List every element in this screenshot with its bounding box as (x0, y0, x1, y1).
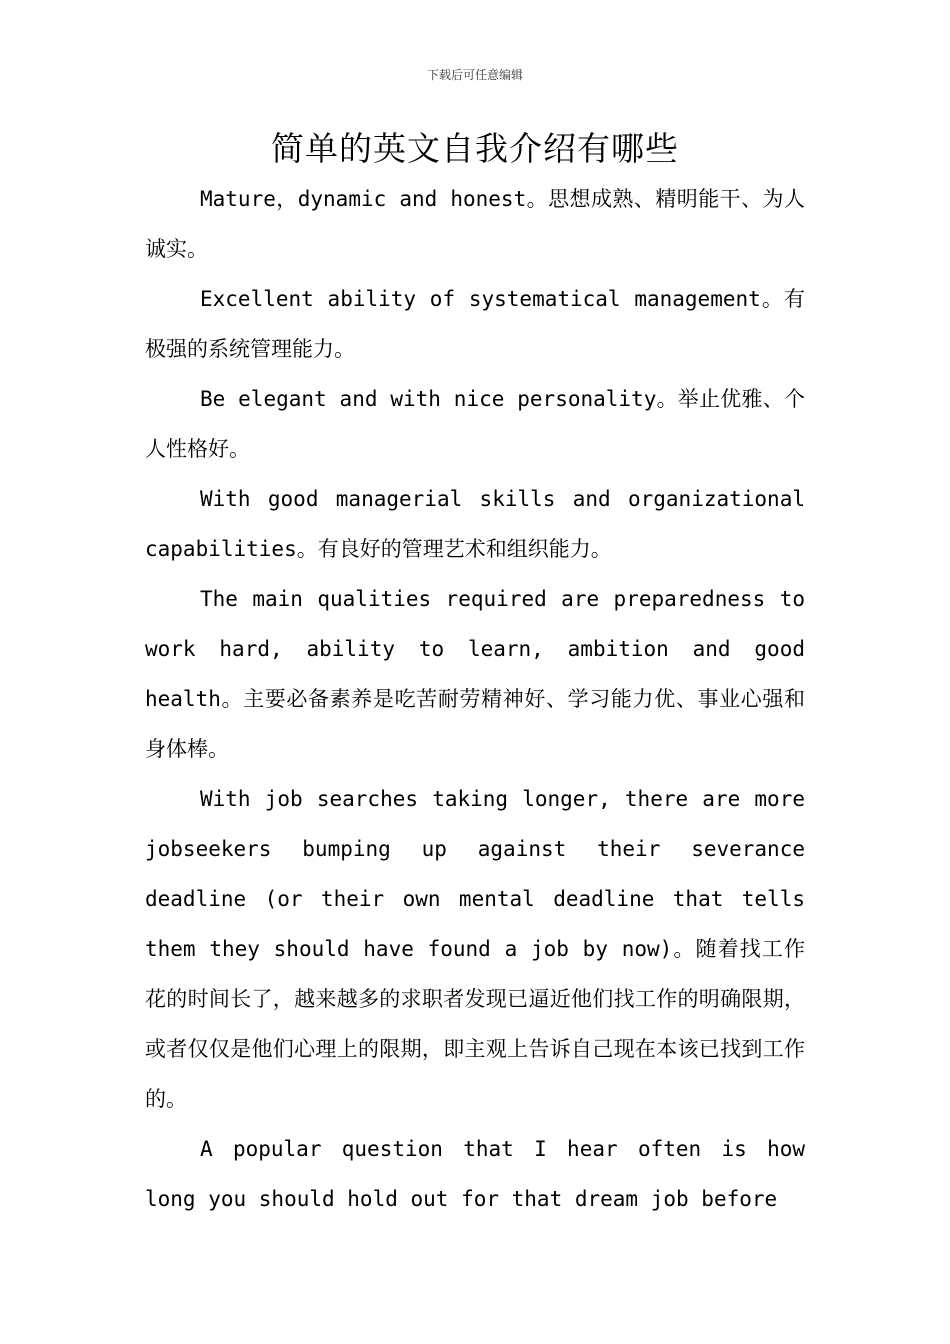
paragraph-6: With job searches taking longer, there are more jobseekers bumping up against their severance deadline (or their own mental deadline that tells them they should have found a job by now)。随着找工作花的时间长了，越来越多的求职者发现已逼近他们找工作的明确限期，或者仅仅是他们心理上的限期，即主观上告诉自己现在本该已找到工作的。 (145, 787, 805, 1111)
paragraph-1: Mature，dynamic and honest。思想成熟、精明能干、为人诚实。 (145, 187, 805, 261)
document-body (145, 174, 805, 1224)
paragraph-2: Excellent ability of systematical management。有极强的系统管理能力。 (145, 287, 805, 361)
page-header-note: 下载后可任意编辑 (426, 68, 523, 82)
paragraph-3: Be elegant and with nice personality。举止优雅、个人性格好。 (145, 387, 805, 461)
paragraph-4: With good managerial skills and organizational capabilities。有良好的管理艺术和组织能力。 (145, 487, 805, 561)
document-title: 简单的英文自我介绍有哪些 (271, 129, 679, 168)
paragraph-7: A popular question that I hear often is how long you should hold out for that dream job before (145, 1137, 805, 1211)
paragraph-5: The main qualities required are preparedness to work hard, ability to learn, ambition and good health。主要必备素养是吃苦耐劳精神好、学习能力优、事业心强和身体棒。 (145, 587, 805, 761)
